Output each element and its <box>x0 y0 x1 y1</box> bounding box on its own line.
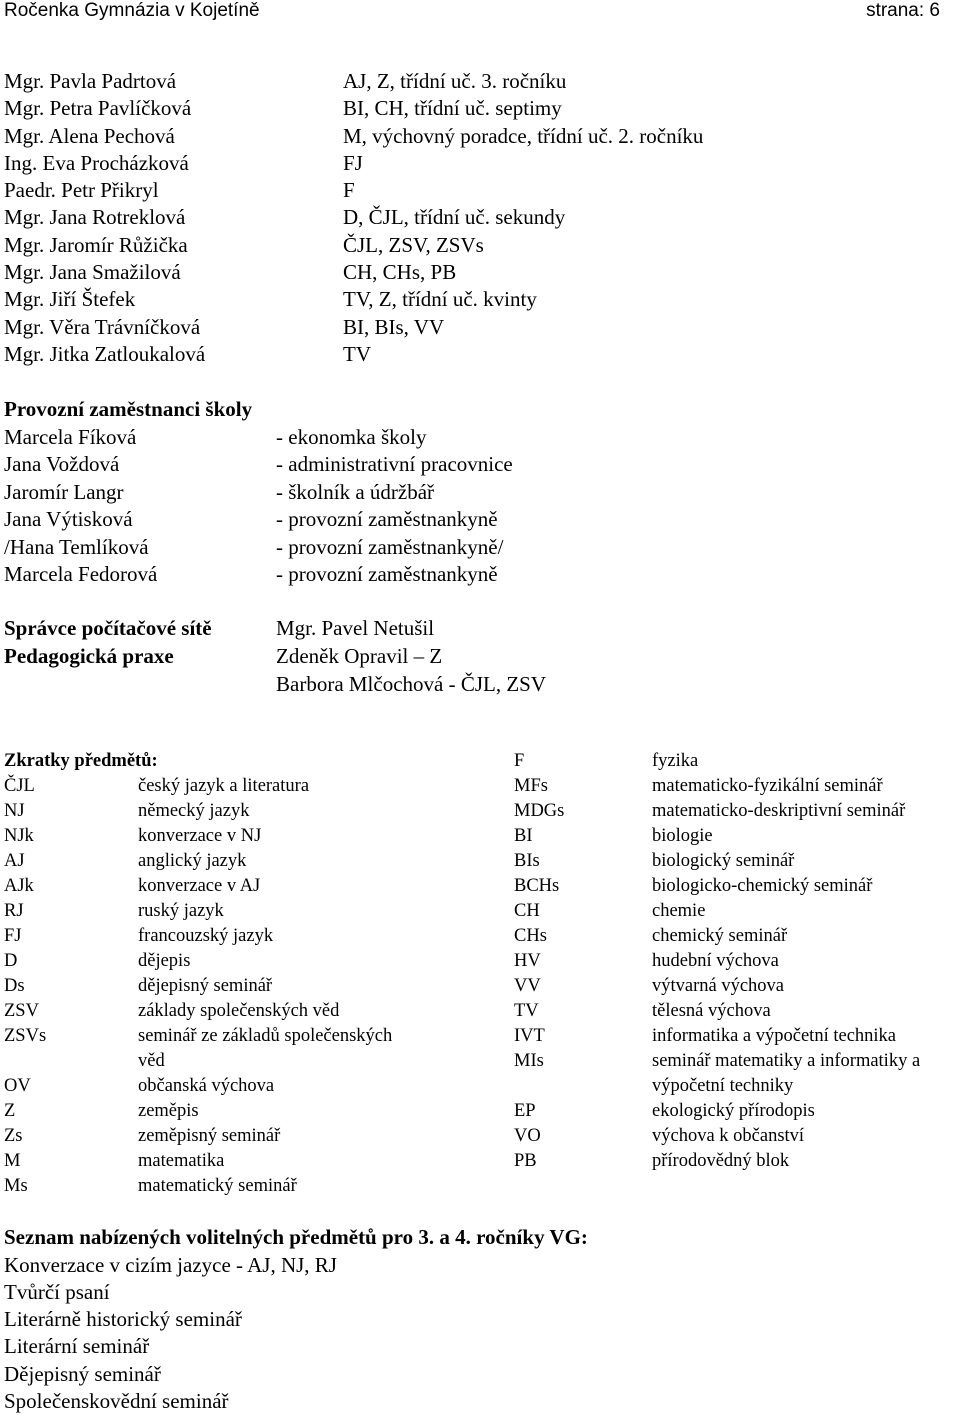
staff-name: Marcela Fedorová <box>4 562 158 586</box>
abbreviation-code: D <box>4 951 18 971</box>
teacher-name: Mgr. Alena Pechová <box>4 123 175 148</box>
teacher-name: Ing. Eva Procházková <box>4 150 189 175</box>
abbreviation-code: ČJL <box>4 776 35 796</box>
network-admin-label: Správce počítačové sítě <box>4 616 212 640</box>
teacher-name: Mgr. Pavla Padrtová <box>4 69 177 93</box>
abbreviation-code: PB <box>514 1151 537 1171</box>
abbreviation-code: Ds <box>4 976 25 996</box>
teacher-subjects: BI, BIs, VV <box>343 314 445 339</box>
staff-row <box>4 479 435 507</box>
abbreviation-desc: konverzace v NJ <box>138 826 262 846</box>
staff-heading: Provozní zaměstnanci školy <box>4 397 253 421</box>
abbreviation-desc: biologicko-chemický seminář <box>652 876 873 896</box>
teacher-name: Mgr. Jiří Štefek <box>4 287 136 312</box>
abbreviation-code: CH <box>514 901 540 921</box>
abbreviation-desc: zeměpisný seminář <box>138 1126 281 1146</box>
network-admin-value: Mgr. Pavel Netušil <box>276 616 435 640</box>
staff-role: - provozní zaměstnankyně/ <box>276 534 504 559</box>
abbreviation-desc: biologie <box>652 826 713 846</box>
abbreviation-desc: základy společenských věd <box>138 1001 340 1021</box>
abbreviations-heading: Zkratky předmětů: <box>4 751 158 771</box>
abbreviation-desc: francouzský jazyk <box>138 926 274 946</box>
abbreviation-desc: ruský jazyk <box>138 901 224 921</box>
abbreviation-desc: seminář ze základů společenských <box>138 1026 393 1046</box>
abbreviation-code: ZSV <box>4 1001 39 1021</box>
elective-item: Konverzace v cizím jazyce - AJ, NJ, RJ <box>4 1252 337 1277</box>
abbreviation-code: TV <box>514 1001 539 1021</box>
abbreviation-desc: věd <box>138 1051 165 1071</box>
abbreviation-desc: hudební výchova <box>652 951 779 971</box>
teacher-subjects: F <box>343 178 355 203</box>
teacher-name: Mgr. Jana Rotreklová <box>4 205 186 230</box>
abbreviation-desc: zeměpis <box>138 1101 199 1121</box>
teacher-subjects: M, výchovný poradce, třídní uč. 2. ročníku <box>343 123 704 148</box>
abbreviation-desc: matematicko-fyzikální seminář <box>652 776 883 796</box>
teaching-practice-value: Zdeněk Opravil – Z <box>276 644 443 668</box>
abbreviation-code: HV <box>514 951 541 971</box>
staff-name: /Hana Temlíková <box>4 534 149 559</box>
page-header <box>0 0 960 22</box>
abbreviation-code: F <box>514 751 525 771</box>
abbreviation-desc: fyzika <box>652 751 699 771</box>
teacher-subjects: TV <box>343 341 371 366</box>
abbreviation-code: Z <box>4 1101 16 1121</box>
abbreviation-desc: biologický seminář <box>652 851 795 871</box>
abbreviation-desc: český jazyk a literatura <box>138 776 310 796</box>
abbreviation-desc: dějepis <box>138 951 191 971</box>
staff-row <box>4 424 427 452</box>
staff-name: Jaromír Langr <box>4 479 124 504</box>
abbreviation-code: MFs <box>514 776 548 796</box>
teacher-name: Mgr. Jaromír Růžička <box>4 232 188 257</box>
teacher-subjects: ČJL, ZSV, ZSVs <box>343 232 484 257</box>
abbreviation-code: FJ <box>4 926 22 946</box>
abbreviation-code: Zs <box>4 1126 23 1146</box>
abbreviation-desc: tělesná výchova <box>652 1001 771 1021</box>
teacher-name: Mgr. Jitka Zatloukalová <box>4 341 206 366</box>
staff-role: - administrativní pracovnice <box>276 452 513 476</box>
abbreviation-desc: německý jazyk <box>138 801 250 821</box>
teaching-practice-value: Barbora Mlčochová - ČJL, ZSV <box>276 672 547 696</box>
abbreviation-desc: seminář matematiky a informatiky a <box>652 1051 921 1071</box>
staff-role: - ekonomka školy <box>276 424 427 449</box>
abbreviation-code: M <box>4 1151 21 1171</box>
abbreviation-desc: výchova k občanství <box>652 1126 805 1146</box>
abbreviation-desc: matematika <box>138 1151 225 1171</box>
abbreviation-desc: přírodovědný blok <box>652 1151 790 1171</box>
staff-row <box>4 534 504 562</box>
abbreviation-code: MIs <box>514 1051 544 1071</box>
abbreviation-code: AJ <box>4 851 25 871</box>
abbreviation-desc: informatika a výpočetní technika <box>652 1026 897 1046</box>
teacher-subjects: D, ČJL, třídní uč. sekundy <box>343 205 566 230</box>
abbreviation-desc: anglický jazyk <box>138 851 247 871</box>
abbreviation-code: NJ <box>4 801 25 821</box>
abbreviation-code: NJk <box>4 826 34 846</box>
abbreviation-desc: chemie <box>652 901 706 921</box>
abbreviation-code: BIs <box>514 851 540 871</box>
abbreviation-desc: matematicko-deskriptivní seminář <box>652 801 906 821</box>
teacher-name: Paedr. Petr Přikryl <box>4 178 159 203</box>
teacher-subjects: CH, CHs, PB <box>343 260 457 285</box>
abbreviation-code: RJ <box>4 901 24 921</box>
elective-item: Literární seminář <box>4 1334 150 1359</box>
electives-heading: Seznam nabízených volitelných předmětů pro 3. a 4. ročníky VG: <box>4 1225 588 1249</box>
abbreviation-code: Ms <box>4 1176 28 1196</box>
teacher-subjects: BI, CH, třídní uč. septimy <box>343 96 562 121</box>
teacher-subjects: TV, Z, třídní uč. kvinty <box>343 287 537 312</box>
abbreviation-desc: matematický seminář <box>138 1176 297 1196</box>
abbreviation-code: EP <box>514 1101 536 1121</box>
abbreviation-desc: dějepisný seminář <box>138 976 273 996</box>
page-number: strana: 6 <box>866 0 940 21</box>
abbreviation-code: VV <box>514 976 541 996</box>
abbreviation-code: MDGs <box>514 801 565 821</box>
abbreviation-code: BI <box>514 826 533 846</box>
abbreviation-desc: ekologický přírodopis <box>652 1101 815 1121</box>
abbreviation-code: BCHs <box>514 876 560 896</box>
staff-role: - provozní zaměstnankyně <box>276 507 498 531</box>
elective-item: Tvůrčí psaní <box>4 1279 110 1304</box>
staff-name: Marcela Fíková <box>4 424 137 449</box>
abbreviation-desc: občanská výchova <box>138 1076 275 1096</box>
teacher-name: Mgr. Věra Trávníčková <box>4 314 201 339</box>
staff-section <box>4 396 513 589</box>
teacher-name: Mgr. Jana Smažilová <box>4 260 181 285</box>
electives-section <box>4 1224 588 1415</box>
abbreviation-code: VO <box>514 1126 541 1146</box>
yearbook-title: Ročenka Gymnázia v Kojetíně <box>4 0 260 21</box>
staff-row <box>4 506 498 534</box>
abbreviation-code: CHs <box>514 926 547 946</box>
abbreviation-desc: výpočetní techniky <box>652 1076 794 1096</box>
abbreviation-desc: konverzace v AJ <box>138 876 261 896</box>
abbreviation-desc: výtvarná výchova <box>652 976 785 996</box>
staff-row <box>4 451 513 479</box>
staff-role: - školník a údržbář <box>276 479 435 504</box>
elective-item: Dějepisný seminář <box>4 1361 161 1386</box>
abbreviation-code: AJk <box>4 876 34 896</box>
elective-item: Literárně historický seminář <box>4 1307 242 1332</box>
abbreviation-desc: chemický seminář <box>652 926 788 946</box>
staff-name: Jana Výtisková <box>4 507 133 531</box>
staff-role: - provozní zaměstnankyně <box>276 562 498 586</box>
staff-name: Jana Voždová <box>4 452 120 476</box>
teaching-practice-label: Pedagogická praxe <box>4 644 174 668</box>
abbreviation-code: ZSVs <box>4 1026 47 1046</box>
abbreviation-code: IVT <box>514 1026 545 1046</box>
abbreviation-code: OV <box>4 1076 31 1096</box>
staff-row <box>4 561 498 589</box>
teacher-subjects: FJ <box>343 150 363 175</box>
teacher-name: Mgr. Petra Pavlíčková <box>4 96 192 121</box>
elective-item: Společenskovědní seminář <box>4 1388 229 1413</box>
teacher-subjects: AJ, Z, třídní uč. 3. ročníku <box>343 69 567 93</box>
